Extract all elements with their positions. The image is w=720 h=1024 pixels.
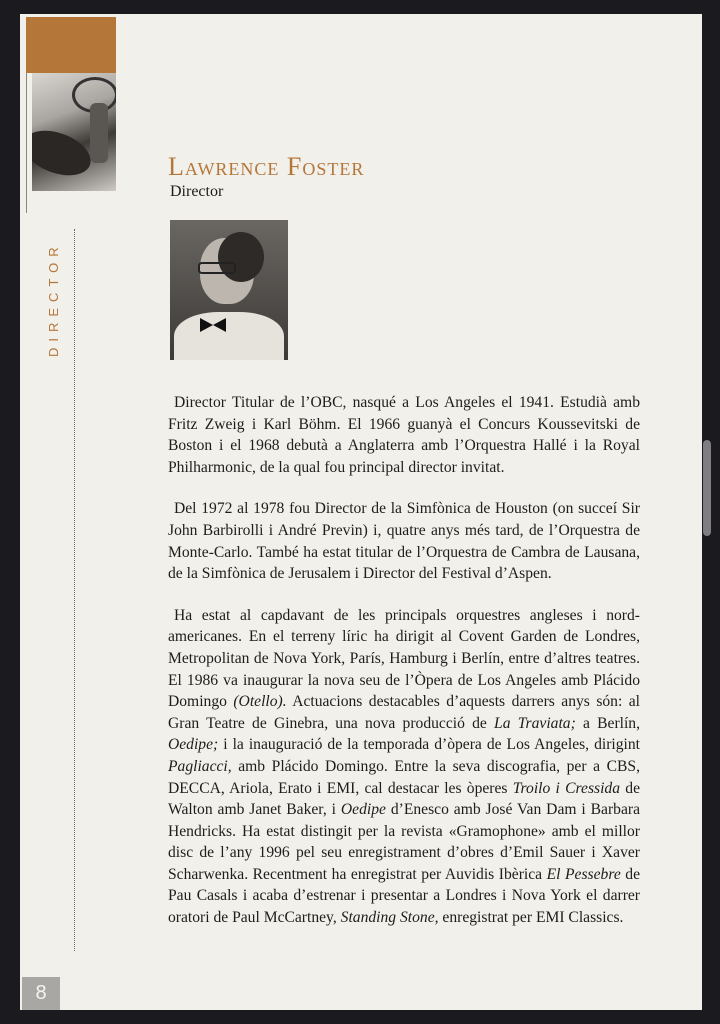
- biography-text: [168, 392, 640, 949]
- margin-rule: [26, 73, 27, 213]
- text-segment: d’Enesco amb José Van Dam i Barbara Hendricks. Ha estat distingit per la revista «Gramophone» amb el millor disc de l’any 1996 pel seu enregistrament d’obres d’Emil Sauer i Xaver Scharwenka. Recentment ha enregistrat per Auvidis Ibèrica: [168, 801, 640, 883]
- dotted-divider: [74, 229, 75, 951]
- italic-title: Oedipe: [340, 801, 386, 819]
- italic-title: Pagliacci,: [168, 757, 232, 775]
- text-segment: Actuacions destacables d’aquests darrers anys són: al Gran Teatre de Ginebra, una nova producció de: [168, 693, 641, 732]
- page-subtitle: Director: [170, 183, 224, 200]
- text-segment: de Pau Casals i acaba d’estrenar i presentar a Londres i Nova York el darrer oratori de Paul McCartney,: [168, 865, 641, 927]
- biography-paragraph: [168, 498, 640, 584]
- portrait-photo: [170, 220, 288, 360]
- italic-title: (Otello).: [233, 693, 287, 711]
- page-title: Lawrence Foster: [168, 152, 365, 181]
- document-page: [20, 14, 702, 1010]
- biography-paragraph: [168, 392, 640, 478]
- text-segment: amb Plácido Domingo. Entre la seva discografia, per a CBS, DECCA, Ariola, Erato i EMI, cal destacar les òperes: [168, 757, 640, 797]
- italic-title: La Traviata;: [494, 714, 576, 732]
- text-segment: enregistrat per EMI Classics.: [438, 909, 624, 927]
- orange-color-block: [26, 17, 116, 73]
- text-segment: Del 1972 al 1978 fou Director de la Simfònica de Houston (on succeí Sir John Barbirolli i André Previn) i, quatre anys més tard, de l’Orquestra de Monte-Carlo. També ha estat titular de l’Orquestra de Cambra de Lausana, de la Simfònica de Jerusalem i Director del Festival d’Aspen.: [168, 500, 640, 583]
- biography-paragraph: [168, 605, 640, 929]
- italic-title: Troilo i Cressida: [512, 779, 621, 797]
- text-segment: Director Titular de l’OBC, nasqué a Los Angeles el 1941. Estudià amb Fritz Zweig i Karl Böhm. El 1966 guanyà el Concurs Koussevitski de Boston i el 1968 debutà a Anglaterra amb l’Orquestra Hallé i la Royal Philharmonic, de la qual fou principal director invitat.: [168, 394, 640, 476]
- text-segment: Ha estat al capdavant de les principals orquestres angleses i nord-americanes. En el terreny líric ha dirigit al Covent Garden de Londres, Metropolitan de Nova York, París, Hamburg i Berlín, entre d’altres teatres. El 1986 va inaugurar la nova seu de l’Òpera de Los Angeles amb Plácido Domingo: [168, 606, 640, 711]
- page-number: 8: [22, 977, 60, 1010]
- text-segment: i la inauguració de la temporada d’òpera de Los Angeles, dirigint: [218, 736, 640, 754]
- italic-title: Oedipe;: [168, 736, 219, 754]
- italic-title: Standing Stone,: [340, 909, 439, 927]
- instrument-photo: [32, 73, 116, 191]
- text-segment: a Berlín,: [575, 714, 640, 732]
- scrollbar-thumb[interactable]: [703, 440, 711, 536]
- side-section-label: DIRECTOR: [46, 241, 61, 357]
- italic-title: El Pessebre: [546, 865, 621, 883]
- text-segment: de Walton amb Janet Baker, i: [168, 779, 641, 819]
